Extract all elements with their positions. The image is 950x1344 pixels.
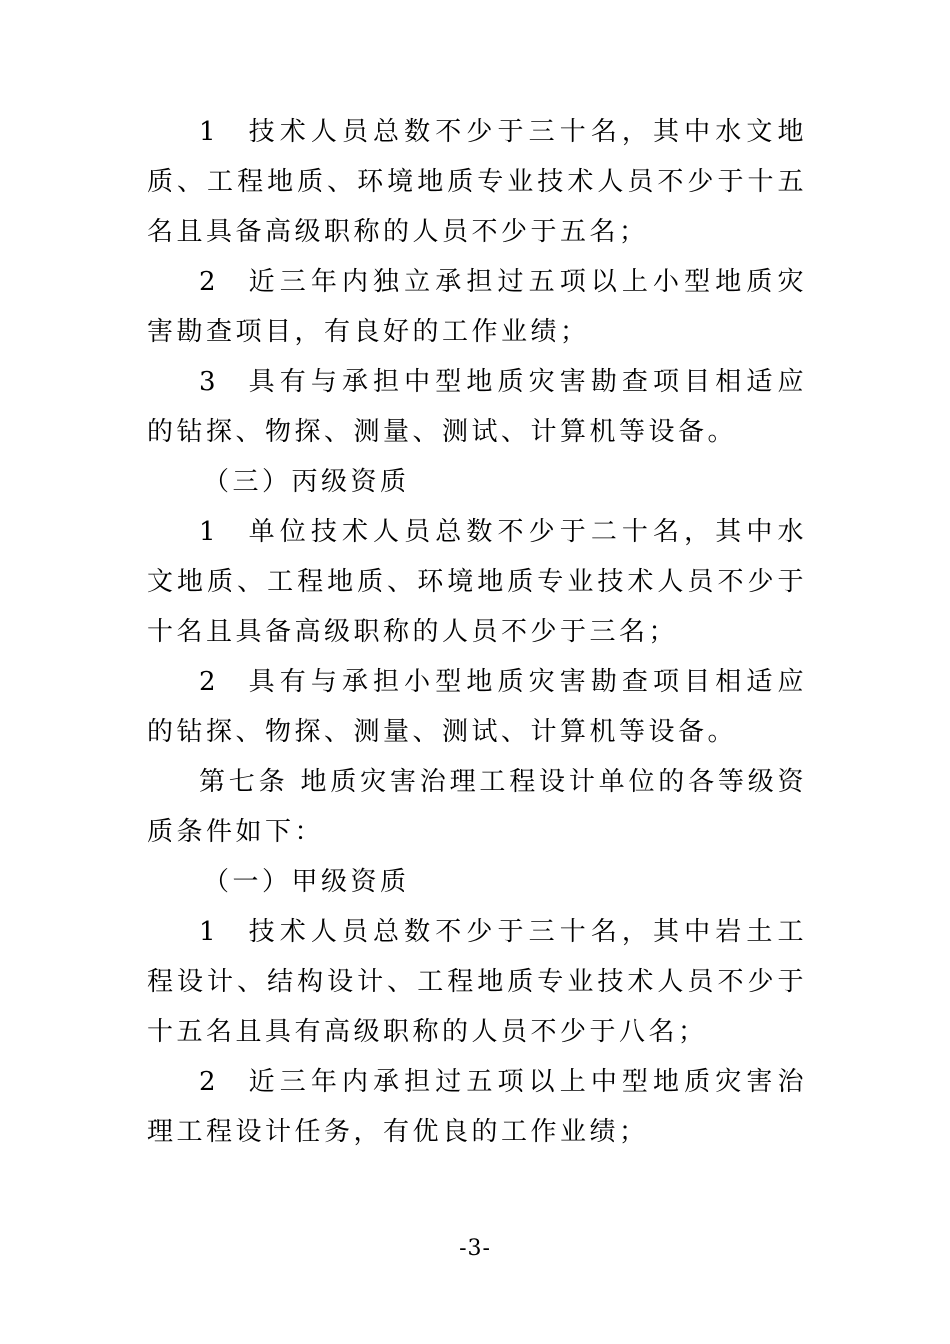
item-number: 1: [199, 517, 220, 547]
paragraph-item-2: [147, 657, 807, 757]
paragraph-item-2: [147, 257, 807, 357]
section-heading-grade-c: （三）丙级资质: [203, 467, 410, 497]
paragraph-item-2: [147, 1057, 807, 1157]
item-number: 1: [199, 917, 220, 947]
paragraph-text: 具有与承担小型地质灾害勘查项目相适应的钻探、物探、测量、测试、计算机等设备。: [147, 667, 807, 747]
paragraph-text: 近三年内承担过五项以上中型地质灾害治理工程设计任务，有优良的工作业绩；: [147, 1067, 807, 1147]
document-body: [147, 107, 807, 1157]
paragraph-text: 具有与承担中型地质灾害勘查项目相适应的钻探、物探、测量、测试、计算机等设备。: [147, 367, 807, 447]
item-number: 2: [199, 667, 220, 697]
section-heading-grade-a: （一）甲级资质: [203, 867, 410, 897]
paragraph-text: 单位技术人员总数不少于二十名，其中水文地质、工程地质、环境地质专业技术人员不少于十名且具备高级职称的人员不少于三名；: [147, 517, 807, 647]
paragraph-item-1: [147, 907, 807, 1057]
item-number: 2: [199, 267, 220, 297]
item-number: 1: [199, 117, 220, 147]
paragraph-text: 技术人员总数不少于三十名，其中岩土工程设计、结构设计、工程地质专业技术人员不少于十五名且具有高级职称的人员不少于八名；: [147, 917, 807, 1047]
item-number: 3: [199, 367, 220, 397]
paragraph-text: 技术人员总数不少于三十名，其中水文地质、工程地质、环境地质专业技术人员不少于十五名且具备高级职称的人员不少于五名；: [147, 117, 807, 247]
item-number: 2: [199, 1067, 220, 1097]
paragraph-text: 近三年内独立承担过五项以上小型地质灾害勘查项目，有良好的工作业绩；: [147, 267, 807, 347]
paragraph-item-1: [147, 107, 807, 257]
article-seven: 第七条 地质灾害治理工程设计单位的各等级资质条件如下：: [147, 767, 807, 847]
paragraph-item-1: [147, 507, 807, 657]
paragraph-item-3: [147, 357, 807, 457]
page-number: -3-: [459, 1236, 491, 1261]
